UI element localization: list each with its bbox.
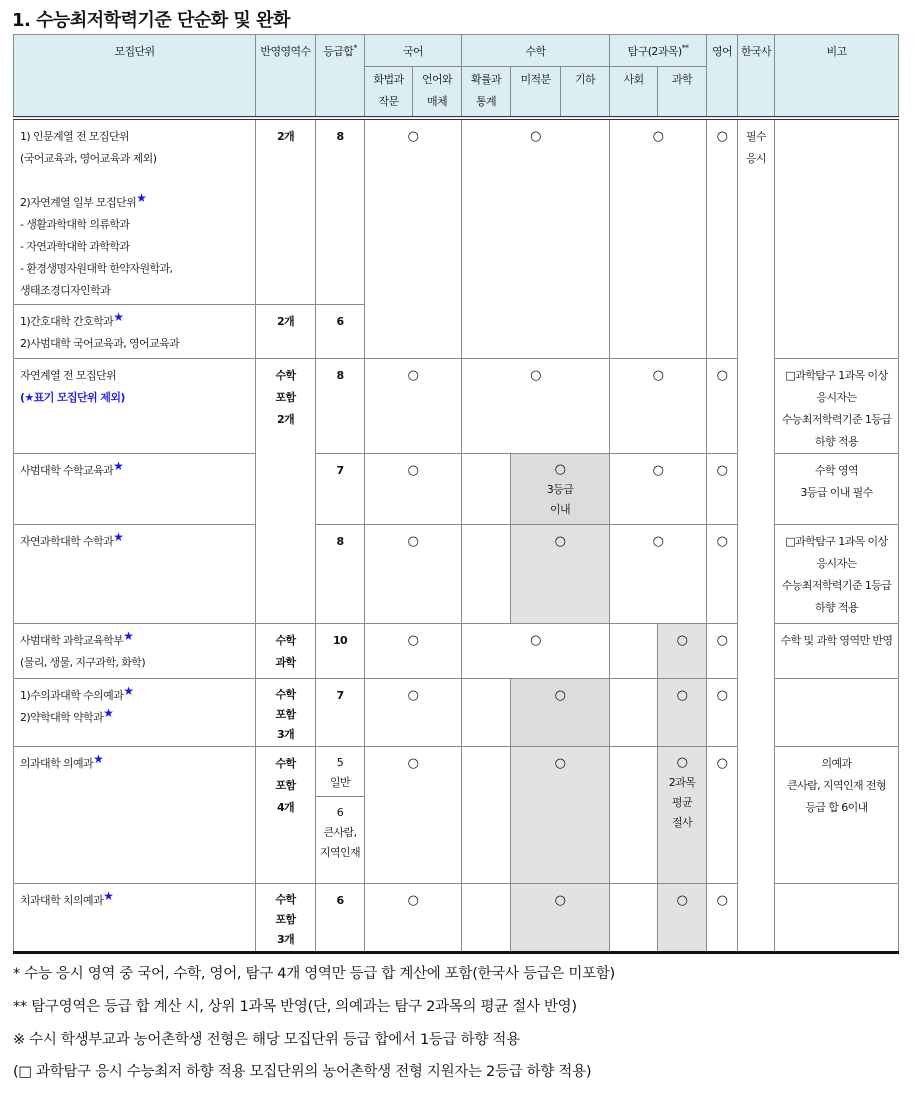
cell-line: 포함: [275, 708, 296, 721]
english-mark: ○: [707, 118, 738, 359]
cell-line: 화법과: [373, 73, 404, 86]
areas-cell: 2개: [256, 118, 316, 305]
areas-cell: [256, 747, 316, 884]
cell-line: 3개: [276, 933, 295, 946]
cell-line: 수학: [275, 893, 296, 906]
english-mark: ○: [707, 884, 738, 953]
math-mark: ○: [511, 884, 610, 953]
col-korean-sub: [413, 67, 462, 118]
empty-cell: [462, 454, 511, 525]
unit-cell: [14, 884, 256, 953]
empty-cell: [462, 747, 511, 884]
sum-cell: 8: [316, 118, 365, 305]
col-korean: 국어: [365, 35, 462, 67]
col-korean-sub: [365, 67, 413, 118]
science-mark: ○: [658, 679, 707, 747]
cell-line: 4개: [276, 801, 295, 814]
science-mark: ○: [658, 884, 707, 953]
col-grade-sum: 등급합*: [316, 35, 365, 118]
cell-line: 필수: [746, 129, 767, 143]
korean-mark: ○: [365, 525, 462, 624]
math-mark: ○: [462, 624, 610, 679]
cell-line: 3등급: [546, 483, 574, 496]
star-icon: ★: [123, 684, 134, 698]
korean-mark: ○: [365, 359, 462, 454]
unit-line: - 자연과학대학 과학학과: [20, 239, 130, 253]
star-icon: ★: [113, 310, 124, 324]
star-icon: ★: [103, 706, 114, 720]
col-english: 영어: [707, 35, 738, 118]
english-mark: ○: [707, 624, 738, 679]
unit-cell: [14, 525, 256, 624]
cell-line: 하향 적용: [815, 435, 859, 448]
history-cell: [738, 118, 775, 953]
cell-line: 2개: [276, 413, 295, 426]
math-mark: ○: [511, 525, 610, 624]
science-average-cell: ○ 2과목 평균 절사: [658, 747, 707, 884]
inquiry-mark: ○: [610, 359, 707, 454]
empty-cell: [462, 884, 511, 953]
cell-line: 응시자는: [816, 557, 857, 570]
cell-line: 포함: [275, 779, 296, 792]
inquiry-mark: ○: [610, 525, 707, 624]
cell-line: 평균: [671, 796, 693, 809]
star-icon: ★: [113, 459, 124, 473]
cell-line: 응시: [746, 151, 767, 165]
math-mark: ○: [462, 359, 610, 454]
sum-cell: 7: [316, 454, 365, 525]
unit-line: - 환경생명자원대학 한약자원학과,: [20, 261, 173, 275]
cell-line: 3등급 이내 필수: [800, 486, 873, 499]
cell-line: 이내: [549, 503, 571, 516]
empty-cell: [610, 679, 658, 747]
sum-cell-general: 5 일반: [316, 747, 365, 797]
cell-line: 수학 및 과학 영역만 반영: [780, 634, 893, 647]
col-unit: 모집단위: [14, 35, 256, 118]
star-icon: ★: [103, 889, 114, 903]
korean-mark: ○: [365, 624, 462, 679]
col-inquiry-sub: 사회: [610, 67, 658, 118]
cell-line: 큰사람, 지역인재 전형: [787, 779, 886, 792]
unit-line: 자연과학대학 수학과★: [20, 530, 124, 548]
unit-line: 2)사범대학 국어교육과, 영어교육과: [20, 337, 180, 350]
section-title: 1. 수능최저학력기준 단순화 및 완화: [12, 10, 290, 31]
unit-line: (물리, 생물, 지구과학, 화학): [20, 656, 146, 669]
remarks-cell: [775, 884, 899, 953]
cell-line: 포함: [275, 391, 296, 404]
spacer: [20, 170, 255, 192]
cell-line: 2과목: [668, 776, 696, 789]
cell-line: 수학: [275, 688, 296, 701]
science-mark: ○: [658, 624, 707, 679]
cell-line: □과학탐구 1과목 이상: [785, 369, 888, 382]
english-mark: ○: [707, 679, 738, 747]
header-row: [14, 35, 899, 67]
areas-cell: [256, 359, 316, 624]
inquiry-mark: ○: [610, 454, 707, 525]
empty-cell: [610, 747, 658, 884]
empty-cell: [610, 624, 658, 679]
english-mark: ○: [707, 525, 738, 624]
unit-line: 2)약학대학 약학과★: [20, 706, 114, 724]
unit-line: 2)자연계열 일부 모집단위★: [20, 190, 147, 209]
col-remarks: 비고: [775, 35, 899, 118]
unit-cell: [14, 305, 256, 359]
footnote: * 수능 응시 영역 중 국어, 수학, 영어, 탐구 4개 영역만 등급 합 계산에 포함(한국사 등급은 미포함): [13, 966, 615, 982]
remarks-cell: [775, 359, 899, 454]
unit-line: 의과대학 의예과★: [20, 752, 104, 770]
english-mark: ○: [707, 359, 738, 454]
remarks-cell: [775, 118, 899, 359]
cell-line: 수능최저학력기준 1등급: [781, 579, 892, 592]
math-mark: ○: [511, 679, 610, 747]
cell-line: 언어와: [421, 73, 453, 86]
table-row: [14, 118, 899, 305]
unit-line: 사범대학 수학교육과★: [20, 459, 124, 477]
star-icon: ★: [93, 752, 104, 766]
unit-cell: [14, 624, 256, 679]
sum-cell: 8: [316, 359, 365, 454]
areas-cell: [256, 624, 316, 679]
cell-line: □과학탐구 1과목 이상: [785, 535, 888, 548]
sum-cell: 10: [316, 624, 365, 679]
unit-cell: [14, 679, 256, 747]
star-icon: ★: [123, 629, 134, 643]
remarks-cell: [775, 624, 899, 679]
col-math: 수학: [462, 35, 610, 67]
cell-line: 포함: [275, 913, 296, 926]
footnote: ** 탐구영역은 등급 합 계산 시, 상위 1과목 반영(단, 의예과는 탐구 2과목의 평균 절사 반영): [13, 999, 577, 1015]
cell-line: 의예과: [821, 757, 852, 770]
unit-cell: [14, 118, 256, 305]
empty-cell: [462, 679, 511, 747]
sum-cell: 8: [316, 525, 365, 624]
math-mark: ○: [511, 747, 610, 884]
footnote: (□ 과학탐구 응시 수능최저 하향 적용 모집단위의 농어촌학생 전형 지원자는 2등급 하향 적용): [13, 1064, 592, 1080]
col-math-sub: 기하: [561, 67, 610, 118]
remarks-cell: [775, 747, 899, 884]
footnote: ※ 수시 학생부교과 농어촌학생 전형은 해당 모집단위 등급 합에서 1등급 하향 적용: [13, 1032, 520, 1048]
areas-cell: [256, 679, 316, 747]
star-icon: ★: [113, 530, 124, 544]
korean-mark: ○: [365, 454, 462, 525]
col-inquiry-sub: 과학: [658, 67, 707, 118]
empty-cell: [462, 525, 511, 624]
cell-line: 수학: [275, 634, 296, 647]
unit-cell: [14, 454, 256, 525]
cell-line: 작문: [378, 95, 399, 108]
col-history: 한국사: [738, 35, 775, 118]
remarks-cell: [775, 454, 899, 525]
math-required-cell: ○ 3등급 이내: [511, 454, 610, 525]
col-areas: 반영영역수: [256, 35, 316, 118]
cell-line: 수학: [275, 757, 296, 770]
english-mark: ○: [707, 454, 738, 525]
areas-cell: [256, 884, 316, 953]
english-mark: ○: [707, 747, 738, 884]
col-inquiry: 탐구(2과목)**: [610, 35, 707, 67]
areas-cell: 2개: [256, 305, 316, 359]
remarks-cell: [775, 679, 899, 747]
cell-line: 확률과: [470, 73, 502, 86]
star-icon: ★: [136, 190, 147, 205]
unit-line: 사범대학 과학교육학부★: [20, 629, 134, 647]
cell-line: 3개: [276, 728, 295, 741]
remarks-cell: [775, 525, 899, 624]
minimum-requirements-table: [13, 34, 899, 954]
cell-line: 수학 영역: [815, 464, 859, 477]
cell-line: 응시자는: [816, 391, 857, 404]
unit-line: (★표기 모집단위 제외): [20, 391, 125, 404]
footnotes: [13, 958, 615, 1089]
korean-mark: ○: [365, 747, 462, 884]
unit-cell: [14, 747, 256, 884]
unit-line: 치과대학 치의예과★: [20, 889, 114, 907]
cell-line: 수능최저학력기준 1등급: [781, 413, 892, 426]
unit-line: 1)수의과대학 수의예과★: [20, 684, 134, 702]
cell-line: 통계: [475, 95, 497, 108]
sum-cell: 6: [316, 884, 365, 953]
math-mark: ○: [462, 118, 610, 359]
unit-line: (국어교육과, 영어교육과 제외): [20, 151, 157, 165]
unit-line: 자연계열 전 모집단위: [20, 369, 117, 382]
cell-line: 과학: [275, 656, 296, 669]
unit-line: 1) 인문계열 전 모집단위: [20, 129, 130, 143]
col-math-sub: [462, 67, 511, 118]
cell-line: 등급 합 6이내: [805, 801, 868, 814]
cell-line: 절사: [671, 816, 693, 829]
sum-cell-special: 6 큰사람, 지역인재: [316, 797, 365, 884]
empty-cell: [610, 884, 658, 953]
unit-line: 1)간호대학 간호학과★: [20, 310, 124, 328]
korean-mark: ○: [365, 884, 462, 953]
cell-line: 수학: [275, 369, 296, 382]
sum-cell: 6: [316, 305, 365, 359]
unit-line: 생태조경디자인학과: [20, 283, 111, 297]
col-math-sub: 미적분: [511, 67, 561, 118]
unit-cell: [14, 359, 256, 454]
inquiry-mark: ○: [610, 118, 707, 359]
sum-cell: 7: [316, 679, 365, 747]
cell-line: 하향 적용: [815, 601, 859, 614]
unit-line: - 생활과학대학 의류학과: [20, 217, 130, 231]
cell-line: 매체: [426, 95, 448, 108]
korean-mark: ○: [365, 118, 462, 359]
korean-mark: ○: [365, 679, 462, 747]
